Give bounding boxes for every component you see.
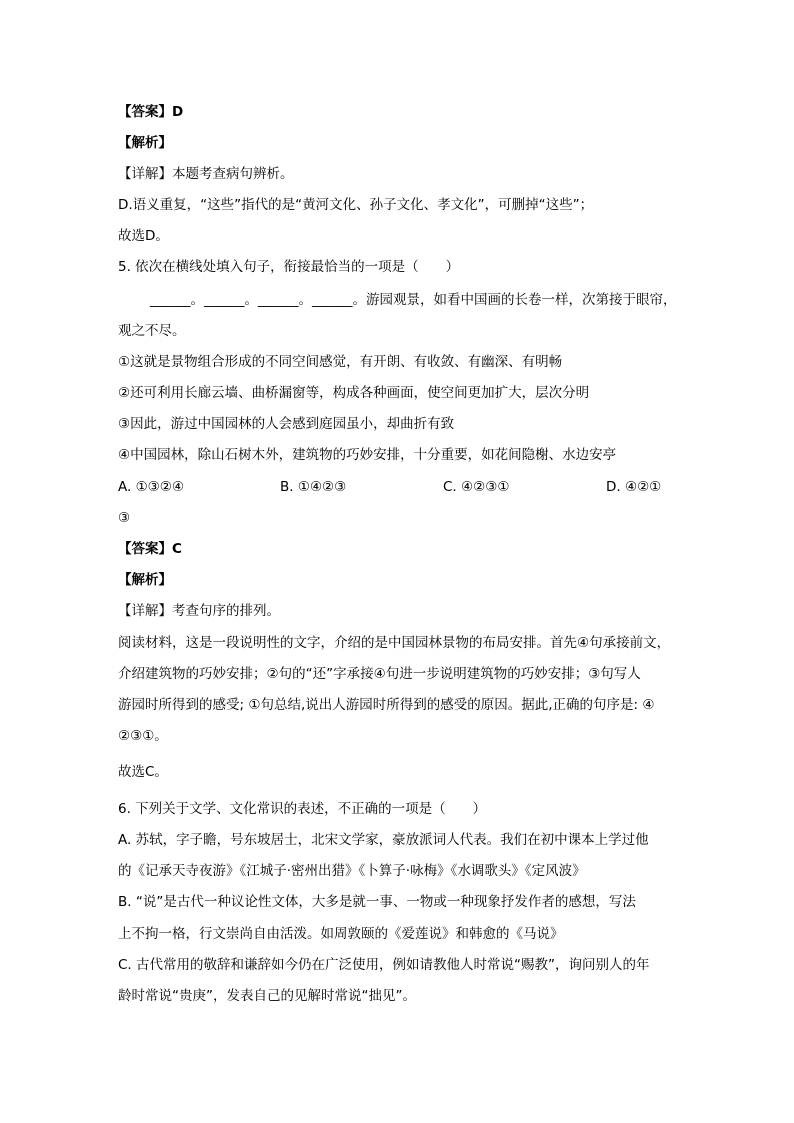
q5-option-d: D. ④②① <box>606 479 662 495</box>
q5-passage-line-2: 观之不尽。 <box>118 323 186 339</box>
q5-stem: 5. 依次在横线处填入句子，衔接最恰当的一项是（ ） <box>118 259 460 275</box>
q4-explanation: D.语义重复，“这些”指代的是“黄河文化、孙子文化、孝文化”，可删掉“这些”； <box>118 197 594 213</box>
q4-analysis-heading: 【解析】 <box>118 135 172 151</box>
q5-passage-line-1: ______。______。______。______。游园观景，如看中国画的长卷一样，次第接于眼帘， <box>150 292 677 308</box>
q4-answer: 【答案】D <box>118 104 184 120</box>
q5-item-1: ①这就是景物组合形成的不同空间感觉，有开朗、有收敛、有幽深、有明畅 <box>118 354 563 370</box>
q5-item-3: ③因此，游过中国园林的人会感到庭园虽小，却曲折有致 <box>118 416 455 432</box>
document-page <box>118 0 678 1123</box>
q5-explanation-line-2: 介绍建筑物的巧妙安排；②句的“还”字承接④句进一步说明建筑物的巧妙安排；③句写人 <box>118 666 641 682</box>
q5-option-b: B. ①④②③ <box>280 479 347 495</box>
q5-choose: 故选C。 <box>118 764 168 780</box>
q5-explanation-line-4: ②③①。 <box>118 728 168 744</box>
q4-detail: 【详解】本题考查病句辨析。 <box>118 166 294 182</box>
q5-item-2: ②还可利用长廊云墙、曲桥漏窗等，构成各种画面，使空间更加扩大，层次分明 <box>118 385 590 401</box>
q6-option-b-line-2: 上不拘一格，行文崇尚自由活泼。如周敦颐的《爱莲说》和韩愈的《马说》 <box>118 926 564 942</box>
q6-option-a-line-2: 的《记承天寺夜游》《江城子·密州出猎》《卜算子·咏梅》《水调歌头》《定风波》 <box>118 863 586 879</box>
q5-item-4: ④中国园林，除山石树木外，建筑物的巧妙安排，十分重要，如花间隐榭、水边安亭 <box>118 447 617 463</box>
q6-option-a-line-1: A. 苏轼，字子瞻，号东坡居士，北宋文学家，豪放派词人代表。我们在初中课本上学过他 <box>118 832 649 848</box>
q5-detail: 【详解】考查句序的排列。 <box>118 603 280 619</box>
q4-choose: 故选D。 <box>118 228 169 244</box>
q5-answer: 【答案】C <box>118 541 182 557</box>
q6-stem: 6. 下列关于文学、文化常识的表述，不正确的一项是（ ） <box>118 801 487 817</box>
q5-explanation-line-3: 游园时所得到的感受; ①句总结,说出人游园时所得到的感受的原因。据此,正确的句序是: ④ <box>118 697 655 713</box>
q5-option-a: A. ①③②④ <box>118 479 184 495</box>
q6-option-b-line-1: B. “说”是古代一种议论性文体，大多是就一事、一物或一种现象抒发作者的感想，写法 <box>118 894 636 910</box>
q6-option-c-line-2: 龄时常说“贵庚”，发表自己的见解时常说“拙见”。 <box>118 988 416 1004</box>
q5-analysis-heading: 【解析】 <box>118 572 172 588</box>
q5-explanation-line-1: 阅读材料，这是一段说明性的文字，介绍的是中国园林景物的布局安排。首先④句承接前文， <box>118 635 671 651</box>
q5-option-d-wrap: ③ <box>118 510 131 526</box>
q6-option-c-line-1: C. 古代常用的敬辞和谦辞如今仍在广泛使用，例如请教他人时常说“赐教”，询问别人的年 <box>118 957 650 973</box>
q5-option-c: C. ④②③① <box>443 479 510 495</box>
